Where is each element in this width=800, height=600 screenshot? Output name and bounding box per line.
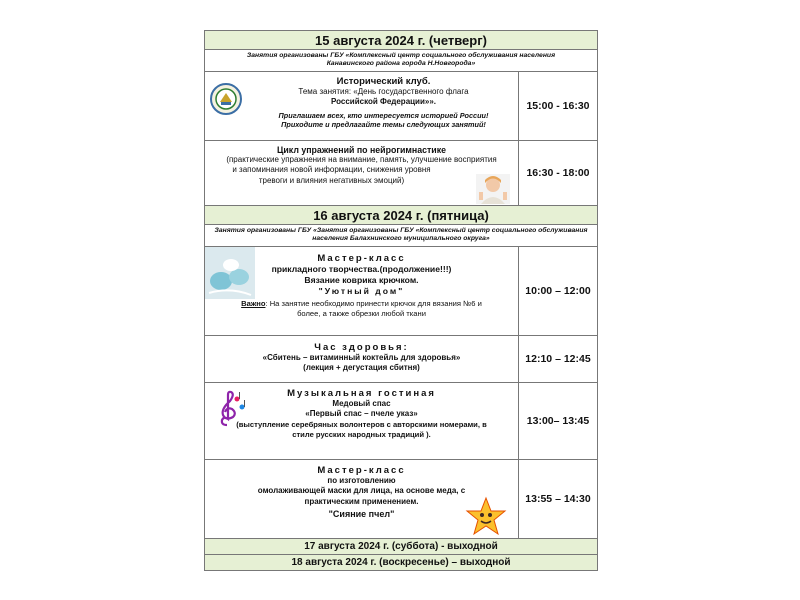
- event-row: [205, 72, 597, 141]
- schedule-sheet: [204, 30, 598, 571]
- event-note: более, а также обрезки любой ткани: [297, 309, 426, 319]
- org-line: Занятия организованы ГБУ «Занятия организованы ГБУ «Комплексный центр социального обслуживания: [214, 226, 588, 234]
- event-line: по изготовлению: [327, 475, 396, 485]
- event-title: Мастер-класс: [317, 464, 406, 476]
- woman-photo: [476, 174, 510, 204]
- event-line: (лекция + дегустация сбитня): [303, 363, 420, 373]
- event-row: [205, 247, 597, 336]
- event-line: и запоминания новой информации, снижения уровня: [232, 165, 431, 175]
- treble-clef-icon: [213, 389, 247, 429]
- event-title: Час здоровья:: [314, 341, 409, 353]
- org-line: населения Балахнинского муниципального округа»: [312, 235, 490, 243]
- event-row: [205, 336, 597, 383]
- note-label: Важно: [241, 299, 266, 309]
- event-line: Медовый спас: [332, 398, 391, 408]
- event-line: тревоги и влияния негативных эмоций): [258, 175, 405, 185]
- event-row: [205, 383, 597, 460]
- footer-day-off: 18 августа 2024 г. (воскресенье) – выходной: [205, 555, 597, 571]
- event-info: [205, 460, 518, 538]
- event-title: Цикл упражнений по нейрогимнастике: [276, 144, 447, 155]
- event-line: «Первый спас – пчеле указ»: [305, 409, 418, 419]
- event-line: стиле русских народных традиций ).: [292, 429, 431, 439]
- event-info: [205, 383, 518, 459]
- event-info: [205, 247, 518, 335]
- event-line: (практические упражнения на внимание, память, улучшение восприятия: [226, 154, 497, 164]
- event-info: [205, 72, 518, 140]
- event-title: Исторический клуб.: [336, 75, 431, 87]
- star-mascot-icon: [464, 496, 508, 536]
- event-line: (выступление серебряных волонтеров с авторскими номерами, в: [236, 419, 487, 429]
- event-info: [205, 336, 518, 382]
- footer-day-off: 17 августа 2024 г. (суббота) - выходной: [205, 539, 597, 555]
- event-line: Вязание коврика крючком.: [304, 275, 419, 286]
- day-header-15: 15 августа 2024 г. (четверг): [205, 31, 597, 50]
- event-note: [209, 299, 514, 309]
- event-time: 13:00– 13:45: [518, 383, 597, 459]
- event-line: Тема занятия: «День государственного флага: [298, 86, 469, 96]
- event-line: практическим применением.: [304, 496, 419, 506]
- note-text: : На занятие необходимо принести крючок для вязания №6 и: [265, 299, 482, 309]
- event-time: 13:55 – 14:30: [518, 460, 597, 538]
- yarn-photo: [205, 247, 255, 299]
- event-time: 15:00 - 16:30: [518, 72, 597, 140]
- event-line: прикладного творчества.(продолжение!!!): [271, 263, 452, 274]
- org-line: Канавинского района города Н.Новгорода»: [326, 60, 476, 68]
- event-title: Музыкальная гостиная: [287, 387, 436, 399]
- event-note: Приходите и предлагайте темы следующих занятий!: [281, 119, 486, 129]
- event-time: 10:00 – 12:00: [518, 247, 597, 335]
- event-line: омолаживающей маски для лица, на основе меда, с: [257, 486, 466, 496]
- day-header-16: 16 августа 2024 г. (пятница): [205, 206, 597, 225]
- event-row: [205, 460, 597, 539]
- event-info: [205, 141, 518, 205]
- event-line: Российской Федерации»».: [330, 97, 437, 107]
- event-time: 12:10 – 12:45: [518, 336, 597, 382]
- org-note-day2: [205, 225, 597, 247]
- event-row: [205, 141, 597, 206]
- emblem-icon: [209, 82, 243, 116]
- event-title: Мастер-класс: [317, 252, 406, 264]
- event-line: «Сбитень – витаминный коктейль для здоровья»: [262, 352, 461, 362]
- event-line: "Уютный дом": [318, 286, 405, 297]
- event-note: Приглашаем всех, кто интересуется историей России!: [278, 110, 489, 120]
- event-line: "Сияние пчел": [328, 509, 395, 520]
- org-line: Занятия организованы ГБУ «Комплексный центр социального обслуживания населения: [246, 52, 556, 59]
- event-time: 16:30 - 18:00: [518, 141, 597, 205]
- org-note-day1: [205, 50, 597, 72]
